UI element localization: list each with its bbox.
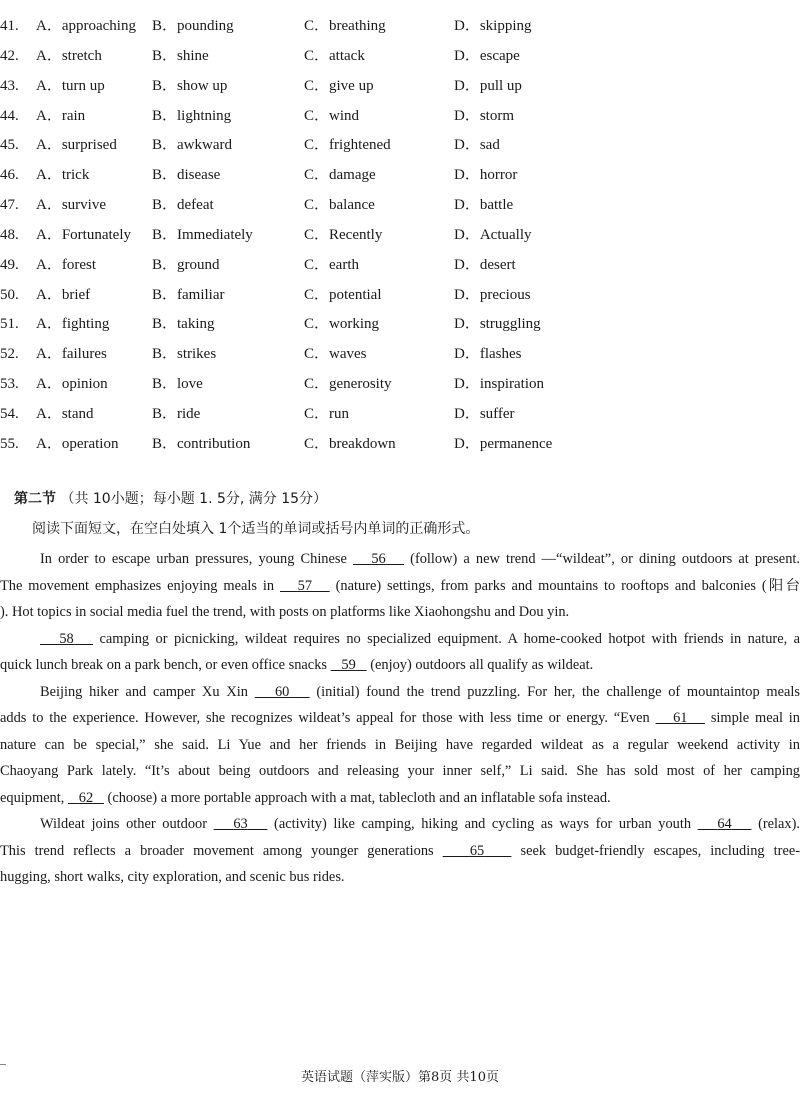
option-b: B．defeat: [152, 197, 214, 214]
question-row: [0, 370, 800, 400]
text-segment: camping or picnicking, wildeat requires no specialized equipment. A home-cooked hotpot with friends in nature, a: [99, 630, 800, 647]
option-d: D．Actually: [454, 226, 532, 243]
text-segment: equipment,: [0, 789, 65, 806]
option-c: C．Recently: [304, 226, 383, 243]
text-segment: The movement emphasizes enjoying meals in: [0, 577, 275, 594]
option-a: A．surprised: [36, 137, 117, 154]
option-c: C．generosity: [304, 376, 392, 393]
question-number: 44.: [0, 107, 19, 124]
options-list: [0, 12, 800, 460]
question-row: [0, 221, 800, 251]
option-d: D．battle: [454, 197, 514, 214]
passage-line: [0, 785, 800, 812]
text-segment: ). Hot topics in social media fuel the trend, with posts on platforms like Xiaohongshu and Dou yin.: [0, 604, 570, 620]
text-segment: seek budget-friendly escapes, including tree-: [520, 842, 800, 859]
question-row: [0, 42, 800, 72]
text-segment: quick lunch break on a park bench, or even office snacks: [0, 657, 327, 673]
question-row: [0, 340, 800, 370]
option-d: D．suffer: [454, 405, 515, 422]
question-number: 49.: [0, 256, 19, 273]
question-number: 48.: [0, 226, 19, 243]
text-segment: adds to the experience. However, she recognizes wildeat’s appeal for those with less time or energy. “Even: [0, 710, 650, 726]
passage-line: [0, 626, 800, 653]
text-segment: nature can be special,” she said. Li Yue and her friends in Beijing have regarded wildeat as a regular weekend activity in: [0, 736, 800, 753]
text-segment: (relax).: [758, 816, 800, 832]
option-c: C．breakdown: [304, 435, 396, 452]
page-corner-mark: [0, 1064, 6, 1065]
question-row: [0, 131, 800, 161]
text-segment: (initial) found the trend puzzling. For her, the challenge of mountaintop meals: [316, 683, 800, 700]
passage-line: [0, 599, 800, 626]
question-row: [0, 251, 800, 281]
text-segment: In order to escape urban pressures, young Chinese: [40, 551, 347, 567]
option-a: A．forest: [36, 256, 96, 273]
question-number: 43.: [0, 77, 19, 94]
option-b: B．lightning: [152, 107, 232, 124]
option-d: D．storm: [454, 107, 515, 124]
option-b: B．Immediately: [152, 226, 253, 243]
option-b: B．love: [152, 376, 203, 393]
option-c: C．balance: [304, 197, 375, 214]
question-row: [0, 72, 800, 102]
passage-line: [0, 679, 800, 706]
option-c: C．breathing: [304, 18, 386, 34]
option-c: C．potential: [304, 286, 382, 303]
blank-65: 65: [469, 842, 485, 859]
option-b: B．contribution: [152, 435, 251, 452]
option-d: D．desert: [454, 256, 516, 273]
option-a: A．trick: [36, 167, 90, 184]
option-d: D．precious: [454, 286, 531, 303]
option-c: C．run: [304, 405, 350, 422]
option-b: B．strikes: [152, 346, 217, 363]
passage-line: [0, 838, 800, 865]
option-a: A．stretch: [36, 47, 102, 64]
option-c: C．working: [304, 316, 380, 333]
question-number: 53.: [0, 376, 19, 393]
blank-60: 60: [274, 683, 290, 700]
option-a: A．stand: [36, 405, 94, 422]
question-row: [0, 400, 800, 430]
option-c: C．frightened: [304, 137, 391, 154]
option-d: D．inspiration: [454, 376, 544, 393]
blank-56: 56: [371, 551, 386, 567]
question-row: [0, 430, 800, 460]
passage-line: [0, 758, 800, 785]
question-number: 46.: [0, 167, 19, 184]
question-row: [0, 161, 800, 191]
option-d: D．pull up: [454, 77, 522, 94]
option-b: B．awkward: [152, 137, 232, 154]
blank-61: 61: [673, 710, 688, 726]
option-b: B．shine: [152, 47, 209, 64]
blank-63: 63: [233, 816, 248, 832]
blank-58: 58: [59, 630, 74, 647]
option-a: A．approaching: [36, 18, 136, 34]
option-a: A．brief: [36, 286, 91, 303]
page-footer: 英语试题（萍实版）第8页 共10页: [301, 1070, 499, 1085]
passage-line: [0, 546, 800, 573]
option-d: D．flashes: [454, 346, 522, 363]
section-instruction: 阅读下面短文，在空白处填入 1个适当的单词或括号内单词的正确形式。: [32, 521, 480, 537]
text-segment: simple meal in: [710, 710, 800, 726]
text-segment: (enjoy) outdoors all qualify as wildeat.: [370, 657, 594, 673]
text-segment: Beijing hiker and camper Xu Xin: [40, 683, 248, 700]
question-number: 52.: [0, 346, 19, 363]
option-b: B．ground: [152, 256, 220, 273]
option-c: C．earth: [304, 256, 359, 273]
passage-line: [0, 705, 800, 732]
option-a: A．rain: [36, 107, 86, 124]
section-heading: [14, 488, 327, 508]
blank-62: 62: [78, 789, 94, 806]
option-a: A．Fortunately: [36, 226, 131, 243]
text-segment: hugging, short walks, city exploration, and scenic bus rides.: [0, 869, 345, 885]
question-number: 47.: [0, 197, 19, 214]
option-a: A．survive: [36, 197, 106, 214]
option-c: C．damage: [304, 167, 376, 184]
question-number: 42.: [0, 47, 19, 64]
option-c: C．wind: [304, 107, 360, 124]
text-segment: Wildeat joins other outdoor: [40, 816, 208, 832]
option-a: A．operation: [36, 435, 119, 452]
text-segment: (follow) a new trend —“wildeat”, or dining outdoors at present.: [410, 551, 800, 567]
section-info: （共 10小题；每小题 1. 5分, 满分 15分）: [60, 491, 328, 507]
option-b: B．taking: [152, 316, 215, 333]
text-segment: (choose) a more portable approach with a mat, tablecloth and an inflatable sofa instead.: [107, 789, 611, 806]
question-number: 55.: [0, 435, 19, 452]
question-row: [0, 12, 800, 42]
option-c: C．give up: [304, 77, 374, 94]
option-b: B．show up: [152, 77, 228, 94]
question-row: [0, 310, 800, 340]
question-number: 41.: [0, 18, 19, 34]
passage-line: [0, 573, 800, 600]
passage-line: [0, 732, 800, 759]
option-b: B．ride: [152, 405, 201, 422]
option-a: A．fighting: [36, 316, 110, 333]
option-a: A．turn up: [36, 77, 105, 94]
text-segment: (nature) settings, from parks and mountains to rooftops and balconies (阳台: [335, 577, 800, 594]
question-number: 50.: [0, 286, 19, 303]
option-b: B．disease: [152, 167, 221, 184]
option-a: A．opinion: [36, 376, 108, 393]
option-d: D．skipping: [454, 18, 532, 34]
option-d: D．permanence: [454, 435, 553, 452]
passage-line: [0, 811, 800, 838]
text-segment: (activity) like camping, hiking and cycling as ways for urban youth: [274, 816, 692, 832]
blank-59: 59: [341, 657, 356, 673]
option-d: D．sad: [454, 137, 500, 154]
question-number: 51.: [0, 316, 19, 333]
option-c: C．attack: [304, 47, 365, 64]
section-title: 第二节: [14, 491, 56, 507]
option-d: D．struggling: [454, 316, 541, 333]
text-segment: Chaoyang Park lately. “It’s about being outdoors and releasing your inner self,” Li said. She has sold most of her camping: [0, 763, 800, 779]
question-number: 54.: [0, 405, 19, 422]
blank-57: 57: [297, 577, 313, 594]
option-d: D．escape: [454, 47, 520, 64]
blank-64: 64: [717, 816, 732, 832]
option-b: B．familiar: [152, 286, 225, 303]
question-row: [0, 281, 800, 311]
option-b: B．pounding: [152, 18, 234, 34]
text-segment: This trend reflects a broader movement among younger generations: [0, 842, 434, 859]
option-c: C．waves: [304, 346, 367, 363]
passage: [0, 546, 800, 891]
passage-line: [0, 864, 800, 891]
option-d: D．horror: [454, 167, 518, 184]
question-row: [0, 102, 800, 132]
passage-line: [0, 652, 800, 679]
question-number: 45.: [0, 137, 19, 154]
option-a: A．failures: [36, 346, 107, 363]
question-row: [0, 191, 800, 221]
